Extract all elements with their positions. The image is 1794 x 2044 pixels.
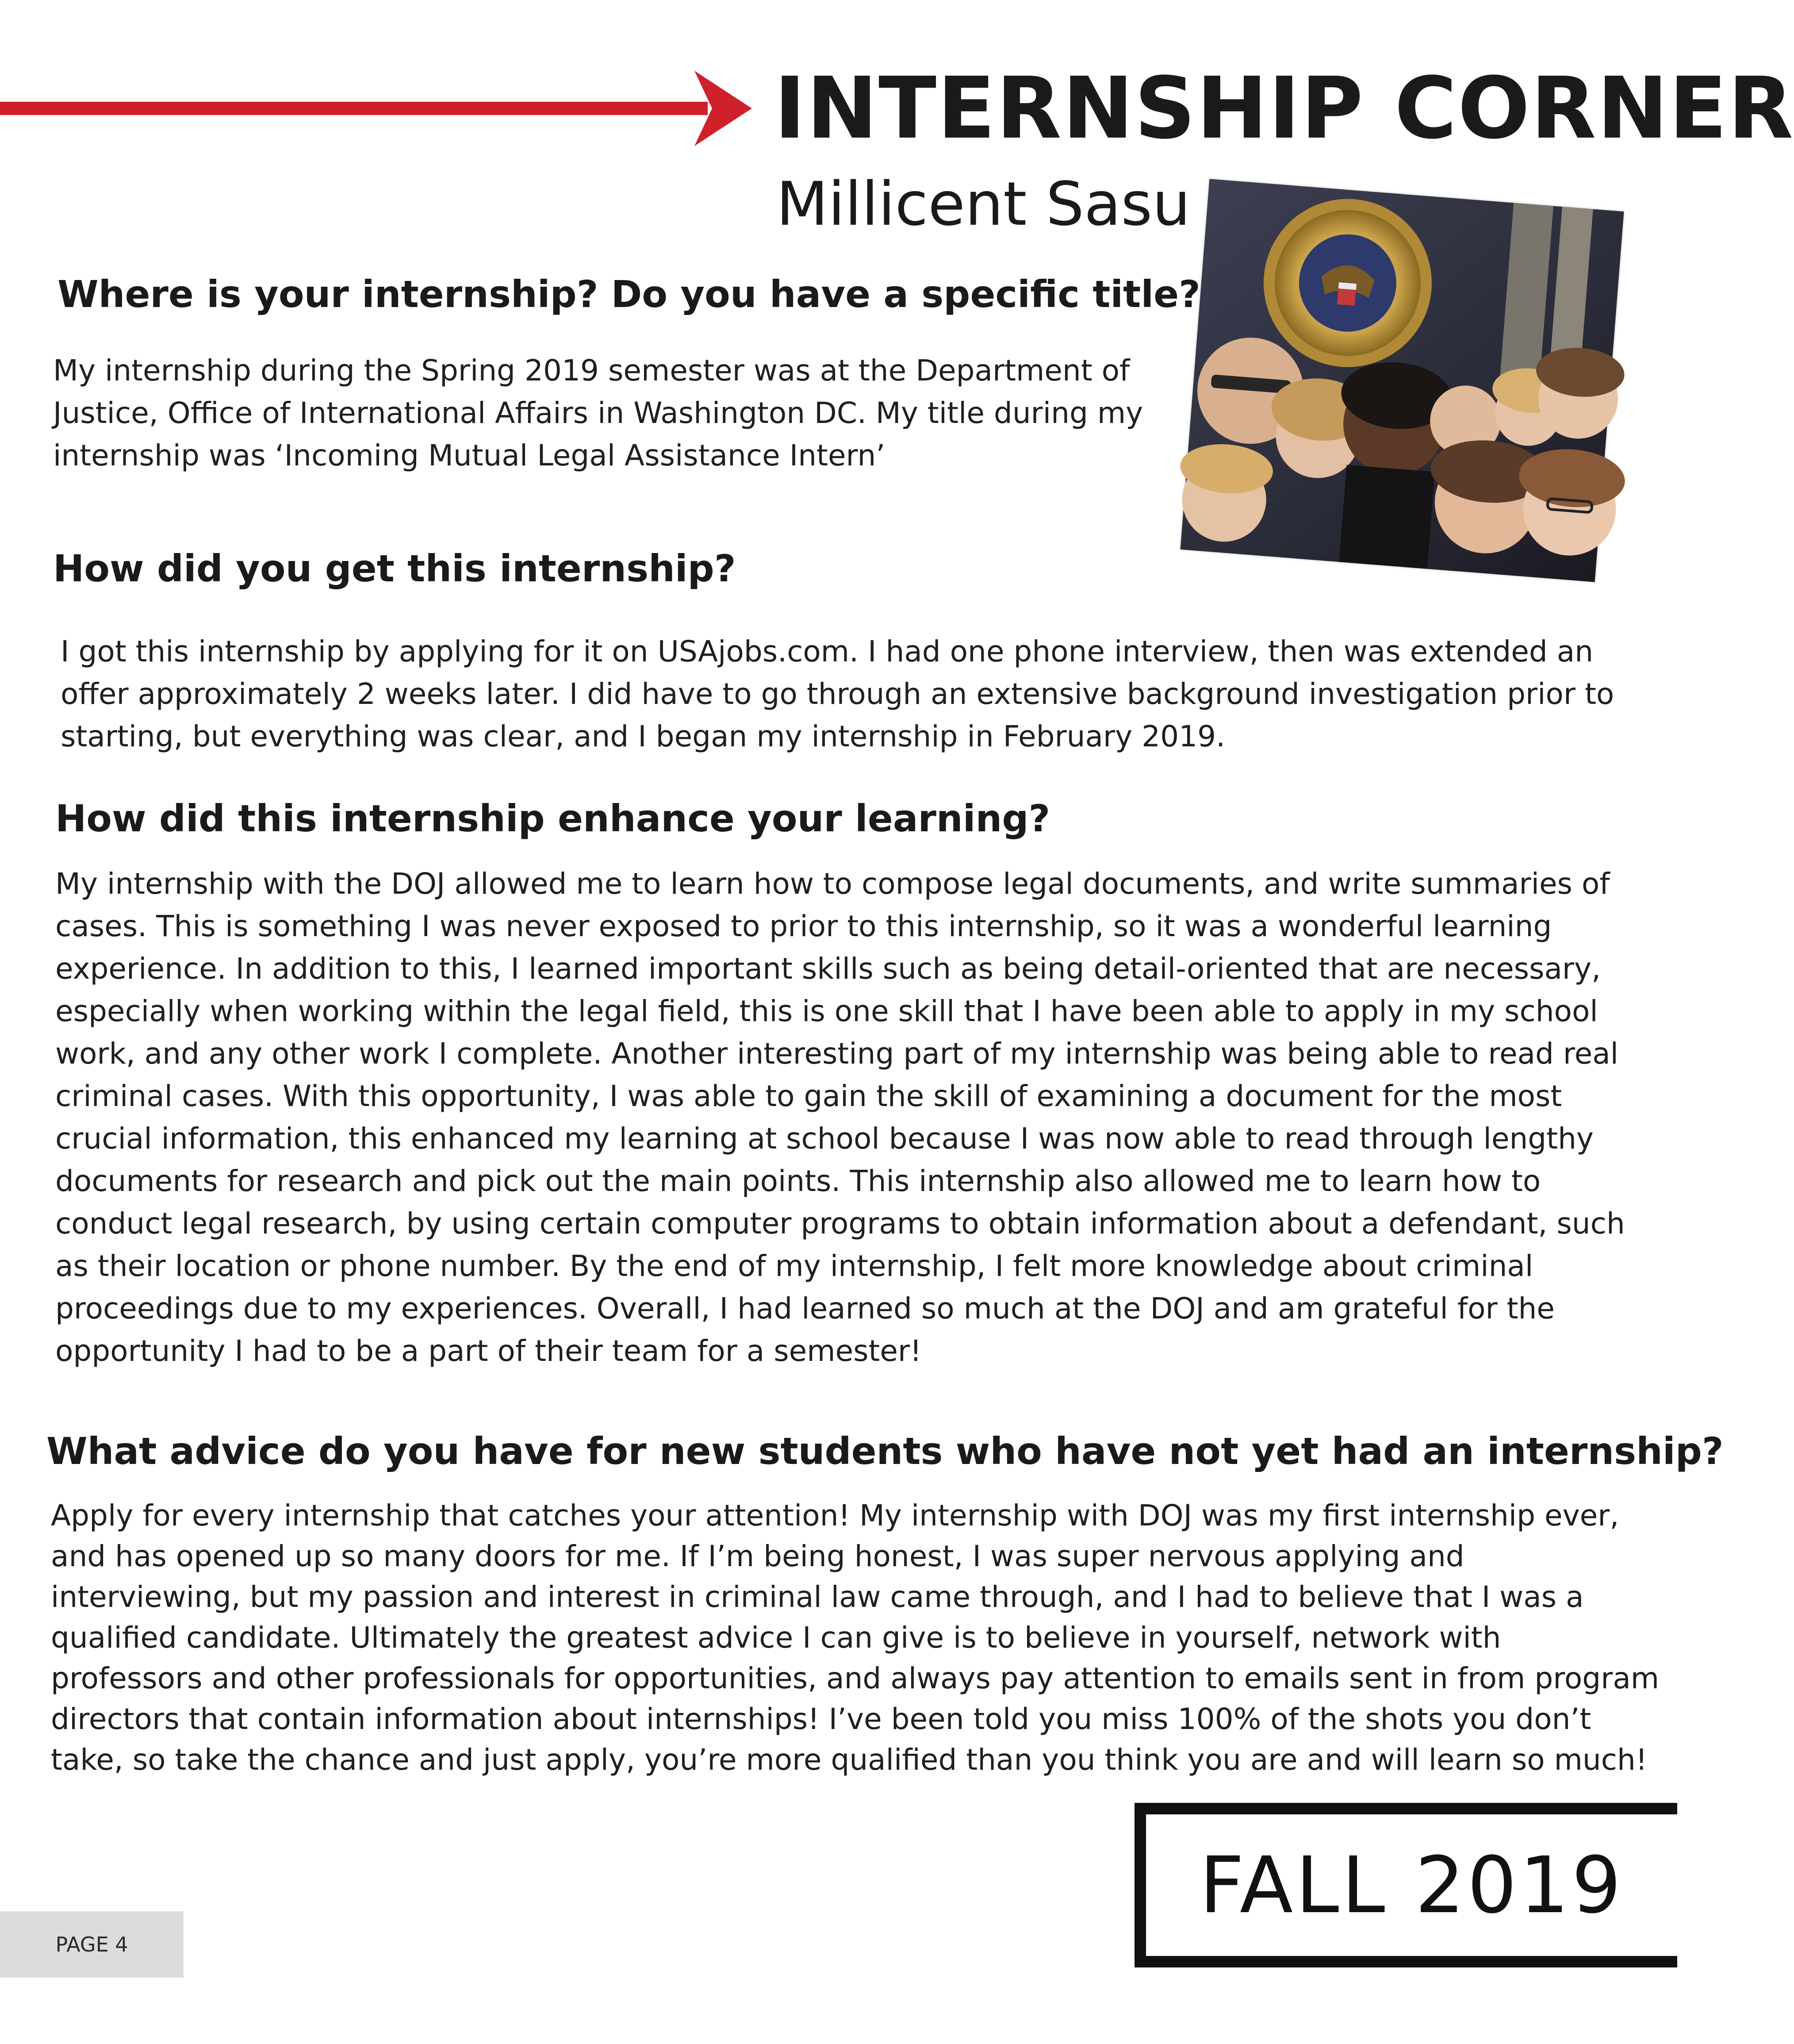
arrow-icon: [0, 71, 752, 146]
question-heading: What advice do you have for new students who have not yet had an internship?: [46, 1429, 1724, 1473]
answer-paragraph: My internship during the Spring 2019 semester was at the Department of Justice, Office of International Affairs in Washington DC. My title during my internship was ‘Incoming Mutual Legal Assistance Intern’: [53, 353, 1143, 473]
answer-paragraph: My internship with the DOJ allowed me to learn how to compose legal documents, and write summaries of cases. This is something I was never exposed to prior to this internship, so it was a wonderful learning experience. In addition to this, I learned important skills such as being detail-oriented that are necessary, especially when working within the legal field, this is one skill that I have been able to apply in my school work, and any other work I complete. Another interesting part of my internship was being able to read real criminal cases. With this opportunity, I was able to gain the skill of examining a document for the most crucial information, this enhanced my learning at school because I was now able to read through lengthy documents for research and pick out the main points. This internship also allowed me to learn how to conduct legal research, by using certain computer programs to obtain information about a defendant, such as their location or phone number. By the end of my internship, I felt more knowledge about criminal proceedings due to my experiences. Overall, I had learned so much at the DOJ and am grateful for the opportunity I had to be a part of their team for a semester!: [55, 867, 1625, 1368]
question-heading: How did this internship enhance your learning?: [55, 797, 1050, 840]
question-heading: How did you get this internship?: [53, 547, 736, 590]
page-number-badge: [0, 1911, 184, 1978]
author-name: Millicent Sasu: [776, 169, 1191, 239]
issue-season-box: [1135, 1803, 1677, 1967]
issue-season: FALL 2019: [1199, 1840, 1624, 1931]
question-heading: Where is your internship? Do you have a specific title?: [58, 273, 1200, 316]
page-title: INTERNSHIP CORNER: [774, 59, 1794, 158]
page-number: PAGE 4: [55, 1933, 128, 1956]
answer-paragraph: I got this internship by applying for it on USAjobs.com. I had one phone interview, then was extended an offer approximately 2 weeks later. I did have to go through an extensive background investigation prior to starting, but everything was clear, and I began my internship in February 2019.: [61, 634, 1614, 753]
group-selfie-photo: [1180, 179, 1624, 582]
answer-paragraph: Apply for every internship that catches your attention! My internship with DOJ was my first internship ever, and has opened up so many doors for me. If I’m being honest, I was super nervous applying and interviewing, but my passion and interest in criminal law came through, and I had to believe that I was a qualified candidate. Ultimately the greatest advice I can give is to believe in yourself, network with professors and other professionals for opportunities, and always pay attention to emails sent in from program directors that contain information about internships! I’ve been told you miss 100% of the shots you don’t take, so take the chance and just apply, you’re more qualified than you think you are and will learn so much!: [51, 1498, 1660, 1777]
